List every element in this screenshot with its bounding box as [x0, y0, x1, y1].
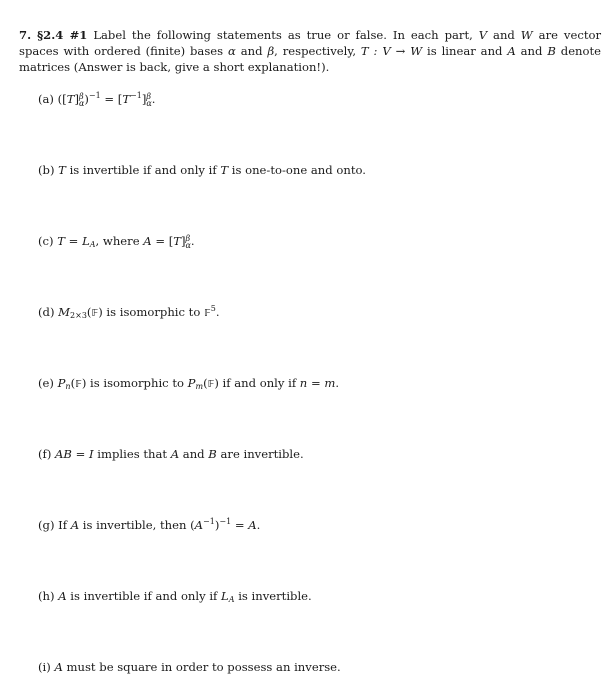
math-T: T — [58, 163, 66, 177]
part-h — [38, 588, 312, 604]
part-text: is invertible if and only if — [66, 589, 222, 603]
problem-text: is linear and — [422, 44, 508, 59]
part-d-formula-1: $M_{2\times 3}(𝔽)$ — [58, 305, 103, 320]
problem-text: denote matrices (Answer is back, give a short explanation!). — [19, 44, 602, 75]
problem-text: , respectively, — [274, 44, 361, 59]
part-label: (i) — [38, 660, 51, 674]
problem-text: and — [487, 28, 521, 42]
part-h-formula: $L_A$ — [221, 589, 235, 604]
problem-number: 7. — [19, 28, 32, 42]
math-alpha: α — [228, 44, 236, 59]
part-label: (b) — [38, 163, 55, 177]
part-text: is isomorphic to — [86, 376, 188, 390]
problem-statement — [19, 27, 601, 76]
math-W: W — [520, 28, 533, 42]
part-i — [38, 659, 341, 675]
part-g-formula: $(A^{-1})^{-1} = A$. — [190, 517, 261, 532]
part-text: if and only if — [218, 376, 300, 390]
part-label: (e) — [38, 376, 54, 390]
part-text: is invertible. — [234, 589, 312, 603]
part-label: (d) — [38, 305, 55, 319]
problem-text: and — [235, 44, 268, 59]
math-A: A — [507, 44, 516, 59]
part-text: must be square in order to possess an inverse. — [62, 660, 341, 674]
part-a — [38, 91, 155, 107]
math-V: V — [478, 28, 488, 42]
problem-section: §2.4 #1 — [37, 28, 88, 42]
part-text: are invertible. — [216, 447, 304, 461]
math-map: T : V → W — [360, 44, 423, 59]
part-label: (h) — [38, 589, 55, 603]
part-b — [38, 162, 366, 178]
math-A: A — [58, 589, 67, 603]
part-text: is invertible, then — [79, 518, 191, 532]
part-d — [38, 304, 220, 322]
math-A: A — [70, 518, 80, 532]
part-f — [38, 446, 304, 462]
part-e — [38, 375, 339, 393]
part-text: is isomorphic to — [102, 305, 204, 319]
part-c — [38, 233, 195, 249]
part-text: is invertible if and only if — [65, 163, 221, 177]
part-text: and — [179, 447, 209, 461]
part-e-formula-1: $P_n(𝔽)$ — [57, 376, 87, 391]
part-label: (a) — [38, 92, 54, 106]
part-text: , where — [95, 234, 144, 248]
part-f-formula: AB = I — [55, 447, 94, 461]
math-A: A — [54, 660, 63, 674]
part-a-formula: ([T] β α )$^{-1} = [T^{-1}]$ β α . — [57, 91, 156, 108]
part-e-formula-3: n = m. — [299, 376, 340, 390]
math-T: T — [220, 163, 229, 177]
math-B: B — [547, 44, 556, 59]
part-g — [38, 517, 260, 533]
math-B: B — [208, 447, 217, 461]
math-A: A — [170, 447, 180, 461]
part-text: implies that — [93, 447, 171, 461]
problem-text: are vector spaces with ordered (finite) bases — [19, 28, 602, 59]
part-c-formula-1: $T = L_A$ — [57, 234, 96, 249]
math-beta: β — [267, 44, 275, 59]
part-label: (c) — [38, 234, 54, 248]
part-e-formula-2: $P_m(𝔽)$ — [187, 376, 219, 391]
part-text: is one-to-one and onto. — [228, 163, 366, 177]
part-text: If — [58, 518, 71, 532]
part-d-formula-2: 𝔽$^5$. — [204, 304, 220, 319]
part-label: (f) — [38, 447, 52, 461]
part-c-formula-2: A = [T] β α . — [143, 234, 195, 250]
part-label: (g) — [38, 518, 55, 532]
problem-text: and — [515, 44, 548, 59]
problem-text: Label the following statements as true or false. In each part, — [87, 28, 479, 42]
